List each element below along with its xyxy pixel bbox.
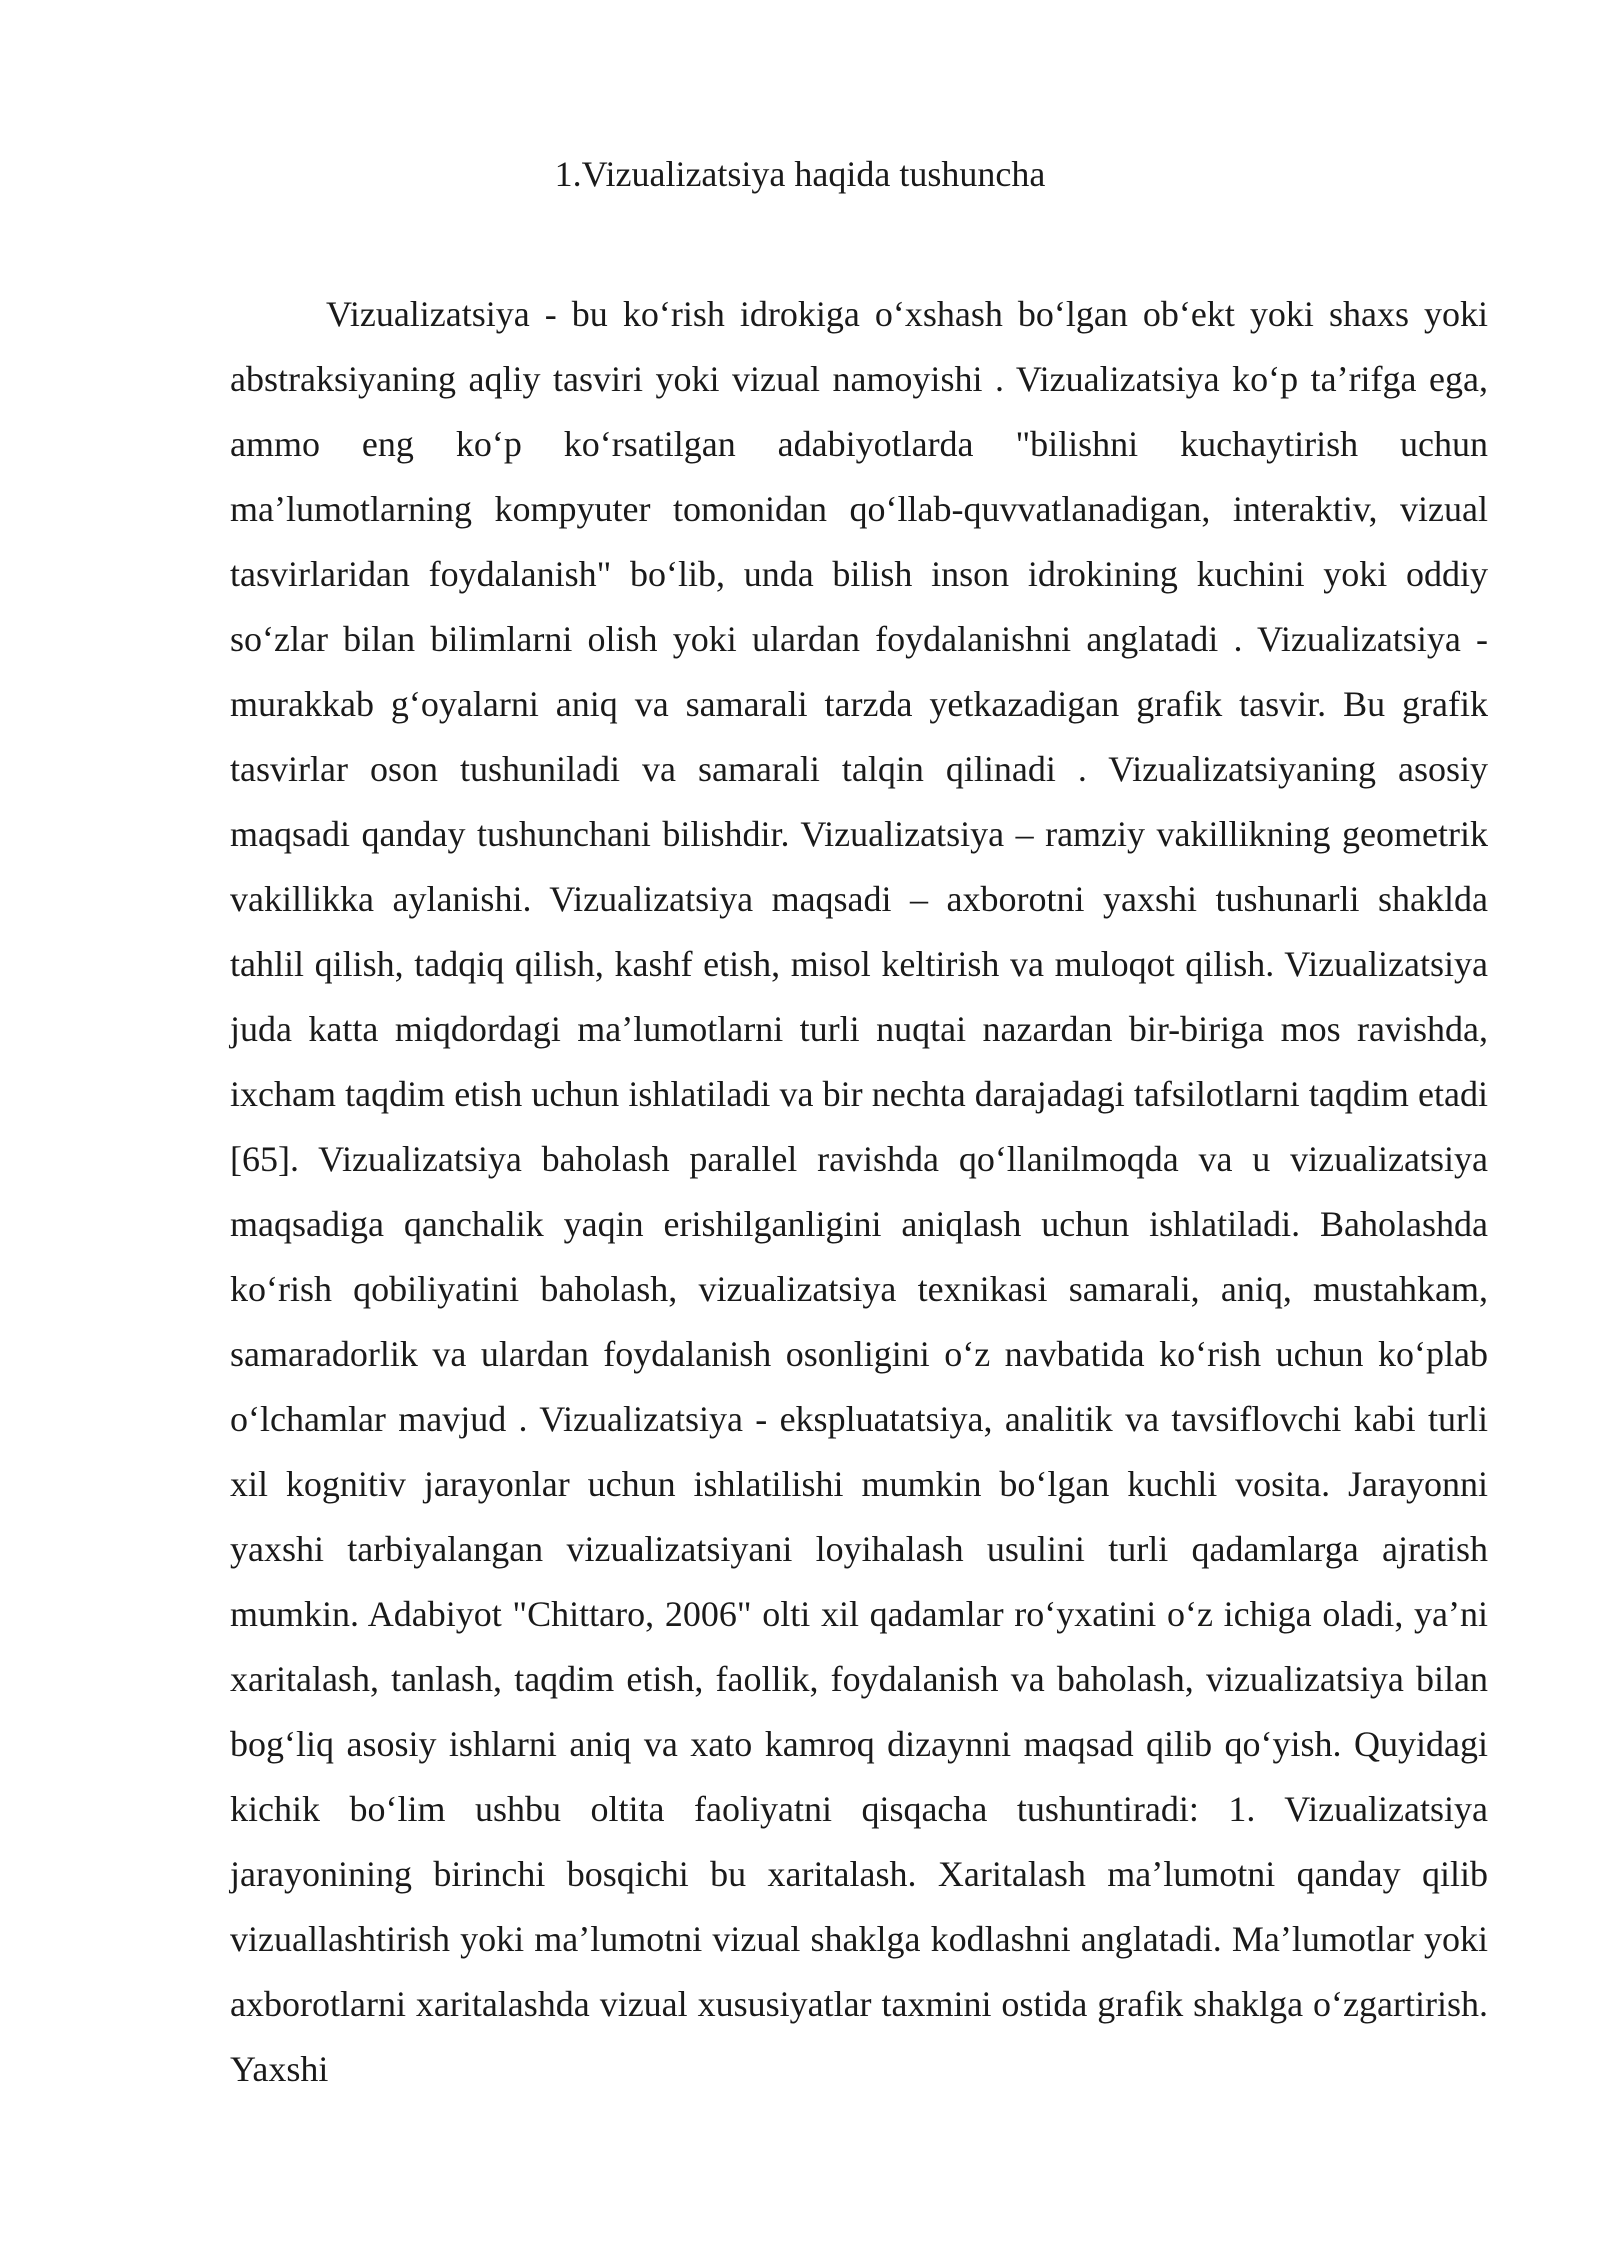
section-heading: 1.Vizualizatsiya haqida tushuncha [554,154,1046,194]
body-paragraph: Vizualizatsiya - bu koʻrish idrokiga oʻxshash boʻlgan obʻekt yoki shaxs yoki abstraksiyaning aqliy tasviri yoki vizual namoyishi . Vizualizatsiya koʻp taʼrifga ega, ammo eng koʻp koʻrsatilgan adabiyotlarda "bilishni kuchaytirish uchun maʼlumotlarning kompyuter tomonidan qoʻllab-quvvatlanadigan, interaktiv, vizual tasvirlaridan foydalanish" boʻlib, unda bilish inson idrokining kuchini yoki oddiy soʻzlar bilan bilimlarni olish yoki ulardan foydalanishni anglatadi . Vizualizatsiya - murakkab gʻoyalarni aniq va samarali tarzda yetkazadigan grafik tasvir. Bu grafik tasvirlar oson tushuniladi va samarali talqin qilinadi . Vizualizatsiyaning asosiy maqsadi qanday tushunchani bilishdir. Vizualizatsiya – ramziy vakillikning geometrik vakillikka aylanishi. Vizualizatsiya maqsadi – axborotni yaxshi tushunarli shaklda tahlil qilish, tadqiq qilish, kashf etish, misol keltirish va muloqot qilish. Vizualizatsiya juda katta miqdordagi maʼlumotlarni turli nuqtai nazardan bir-biriga mos ravishda, ixcham taqdim etish uchun ishlatiladi va bir nechta darajadagi tafsilotlarni taqdim etadi [65]. Vizualizatsiya baholash parallel ravishda qoʻllanilmoqda va u vizualizatsiya maqsadiga qanchalik yaqin erishilganligini aniqlash uchun ishlatiladi. Baholashda koʻrish qobiliyatini baholash, vizualizatsiya texnikasi samarali, aniq, mustahkam, samaradorlik va ulardan foydalanish osonligini oʻz navbatida koʻrish uchun koʻplab oʻlchamlar mavjud . Vizualizatsiya - ekspluatatsiya, analitik va tavsiflovchi kabi turli xil kognitiv jarayonlar uchun ishlatilishi mumkin boʻlgan kuchli vosita. Jarayonni yaxshi tarbiyalangan vizualizatsiyani loyihalash usulini turli qadamlarga ajratish mumkin. Adabiyot "Chittaro, 2006" olti xil qadamlar roʻyxatini oʻz ichiga oladi, yaʼni xaritalash, tanlash, taqdim etish, faollik, foydalanish va baholash, vizualizatsiya bilan bogʻliq asosiy ishlarni aniq va xato kamroq dizaynni maqsad qilib qoʻyish. Quyidagi kichik boʻlim ushbu oltita faoliyatni qisqacha tushuntiradi: 1. Vizualizatsiya jarayonining birinchi bosqichi bu xaritalash. Xaritalash maʼlumotni qanday qilib vizuallashtirish yoki maʼlumotni vizual shaklga kodlashni anglatadi. Maʼlumotlar yoki axborotlarni xaritalashda vizual xususiyatlar taxmini ostida grafik shaklga oʻzgartirish. Yaxshi [230,294,1488,2089]
